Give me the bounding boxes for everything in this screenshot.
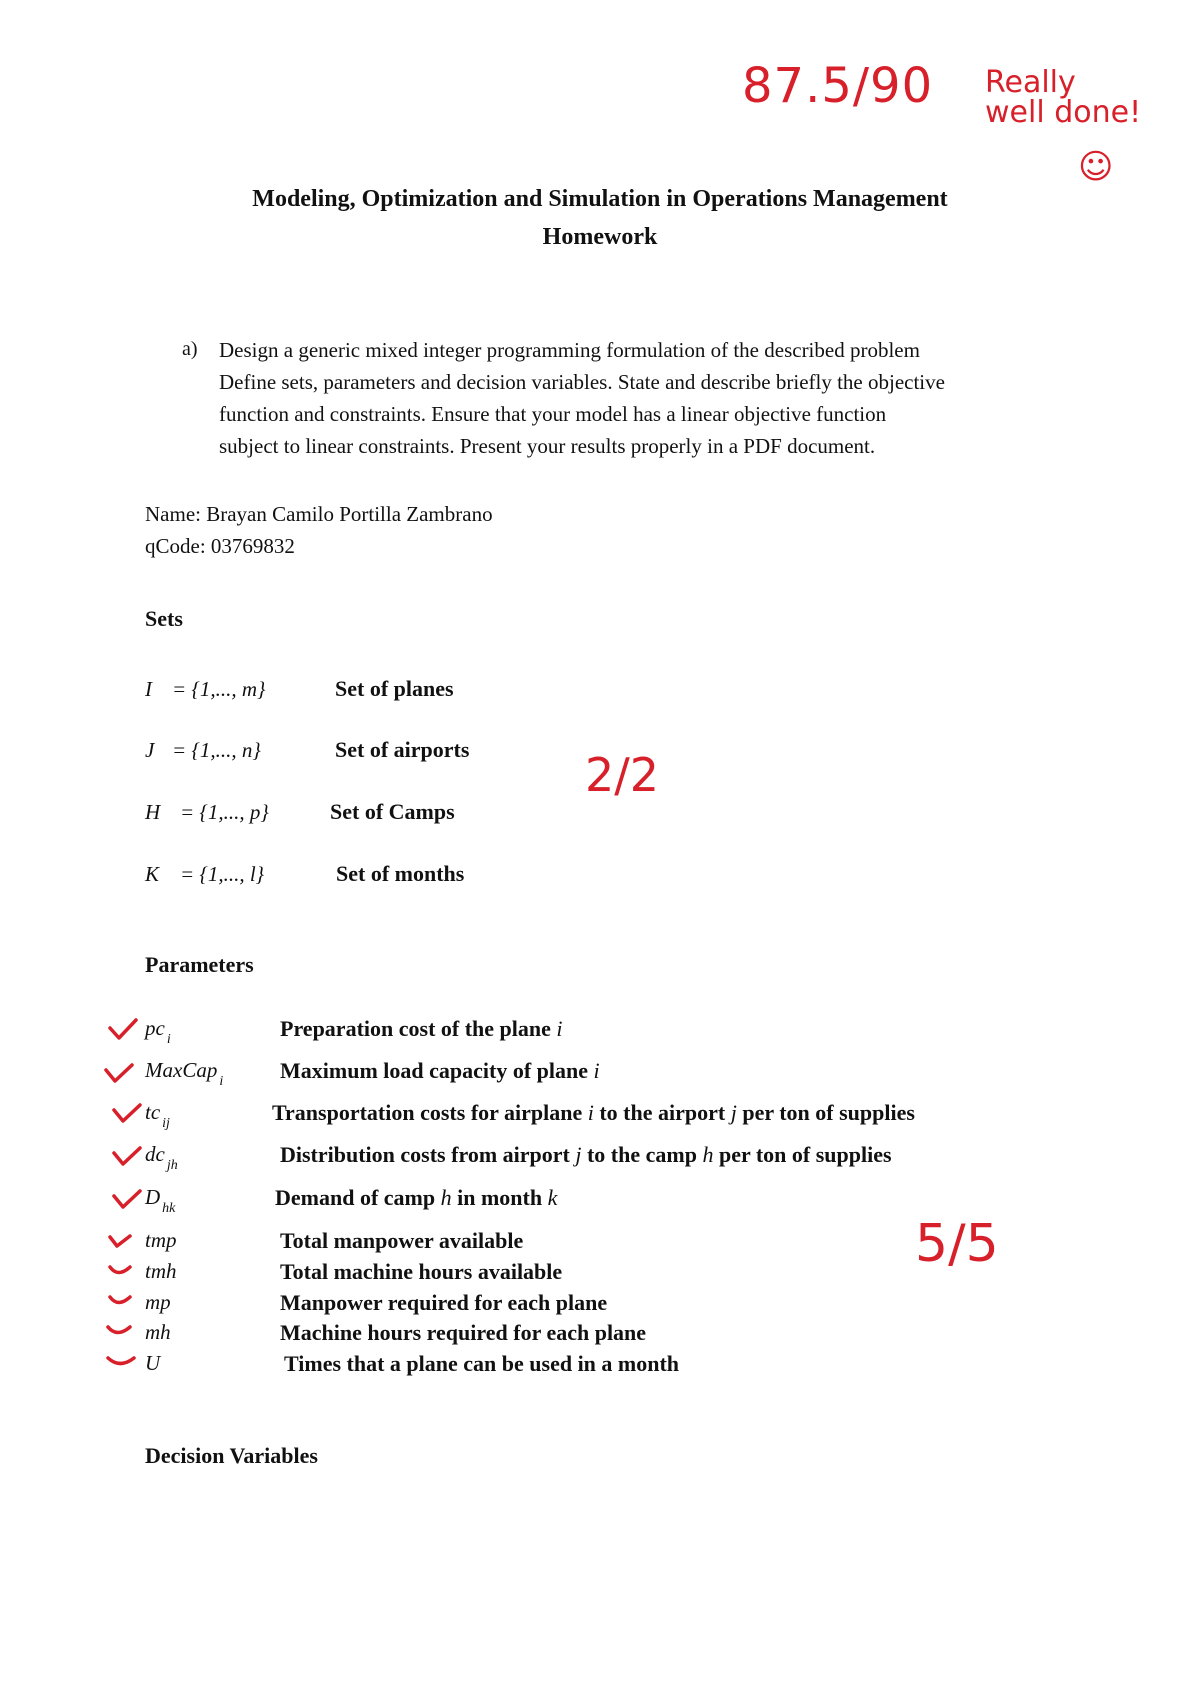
- param-symbol: mp: [145, 1290, 171, 1314]
- sets-score: 2/2: [585, 748, 660, 802]
- set-symbol: I: [145, 677, 152, 701]
- param-description: Machine hours required for each plane: [280, 1320, 647, 1345]
- param-symbol: D $_{hk}$: [145, 1185, 176, 1216]
- set-description: Set of planes: [335, 676, 454, 701]
- param-symbol: dc $_{jh}$: [145, 1142, 178, 1173]
- param-symbol: mh: [145, 1320, 171, 1344]
- question-line: Define sets, parameters and decision variables. State and describe briefly the objective: [219, 370, 945, 394]
- set-description: Set of airports: [335, 737, 470, 762]
- check-icon: [108, 1264, 132, 1278]
- question-marker: a): [182, 338, 198, 360]
- set-symbol: H: [145, 800, 161, 824]
- check-icon: [108, 1018, 138, 1042]
- student-qcode: qCode: 03769832: [145, 534, 295, 558]
- page-subtitle: Homework: [542, 224, 658, 250]
- param-symbol: tc $_{ij}$: [145, 1100, 170, 1131]
- set-description: Set of Camps: [330, 799, 455, 824]
- check-icon: [106, 1355, 136, 1369]
- question-text: [219, 334, 1099, 462]
- param-description: Transportation costs for airplane i to the airport j per ton of supplies: [272, 1100, 915, 1125]
- param-description: Times that a plane can be used in a month: [284, 1351, 680, 1376]
- check-icon: [108, 1294, 132, 1308]
- set-symbol: J: [145, 738, 155, 762]
- param-description: Total manpower available: [280, 1228, 524, 1253]
- parameters-heading: Parameters: [145, 952, 254, 977]
- set-definition: = {1,..., p}: [180, 800, 269, 824]
- param-description: Distribution costs from airport j to the camp h per ton of supplies: [280, 1142, 892, 1167]
- check-icon: [112, 1188, 142, 1210]
- check-icon: [112, 1145, 142, 1167]
- check-icon: [108, 1233, 132, 1249]
- set-definition: = {1,..., m}: [172, 677, 266, 701]
- score-total: 87.5/90: [742, 58, 934, 114]
- set-symbol: K: [145, 862, 160, 886]
- param-symbol: pc $_i$: [145, 1016, 171, 1047]
- comment-really: Really: [985, 65, 1076, 100]
- check-icon: [112, 1102, 142, 1124]
- question-line: subject to linear constraints. Present your results properly in a PDF document.: [219, 434, 876, 458]
- comment-well-done: well done!: [985, 95, 1142, 130]
- question-line: function and constraints. Ensure that your model has a linear objective function: [219, 402, 887, 426]
- param-description: Preparation cost of the plane i: [280, 1016, 563, 1041]
- decision-variables-heading: Decision Variables: [145, 1443, 318, 1468]
- param-symbol: tmh: [145, 1259, 177, 1283]
- param-symbol: tmp: [145, 1228, 177, 1252]
- check-icon: [106, 1324, 132, 1338]
- param-description: Maximum load capacity of plane i: [280, 1058, 600, 1083]
- param-symbol: MaxCap $_i$: [145, 1058, 224, 1089]
- params-score: 5/5: [915, 1214, 999, 1274]
- set-description: Set of months: [336, 861, 465, 886]
- set-definition: = {1,..., n}: [172, 738, 261, 762]
- sets-heading: Sets: [145, 606, 183, 631]
- param-description: Total machine hours available: [280, 1259, 563, 1284]
- check-icon: [104, 1062, 134, 1084]
- page-title: Modeling, Optimization and Simulation in Operations Management: [252, 186, 948, 212]
- set-definition: = {1,..., l}: [180, 862, 265, 886]
- param-description: Manpower required for each plane: [280, 1290, 608, 1315]
- smiley-icon: ☺: [1078, 147, 1114, 187]
- question-line: Design a generic mixed integer programming formulation of the described problem: [219, 338, 920, 362]
- student-name: Name: Brayan Camilo Portilla Zambrano: [145, 502, 493, 526]
- param-symbol: U: [145, 1351, 161, 1375]
- param-description: Demand of camp h in month k: [275, 1185, 558, 1210]
